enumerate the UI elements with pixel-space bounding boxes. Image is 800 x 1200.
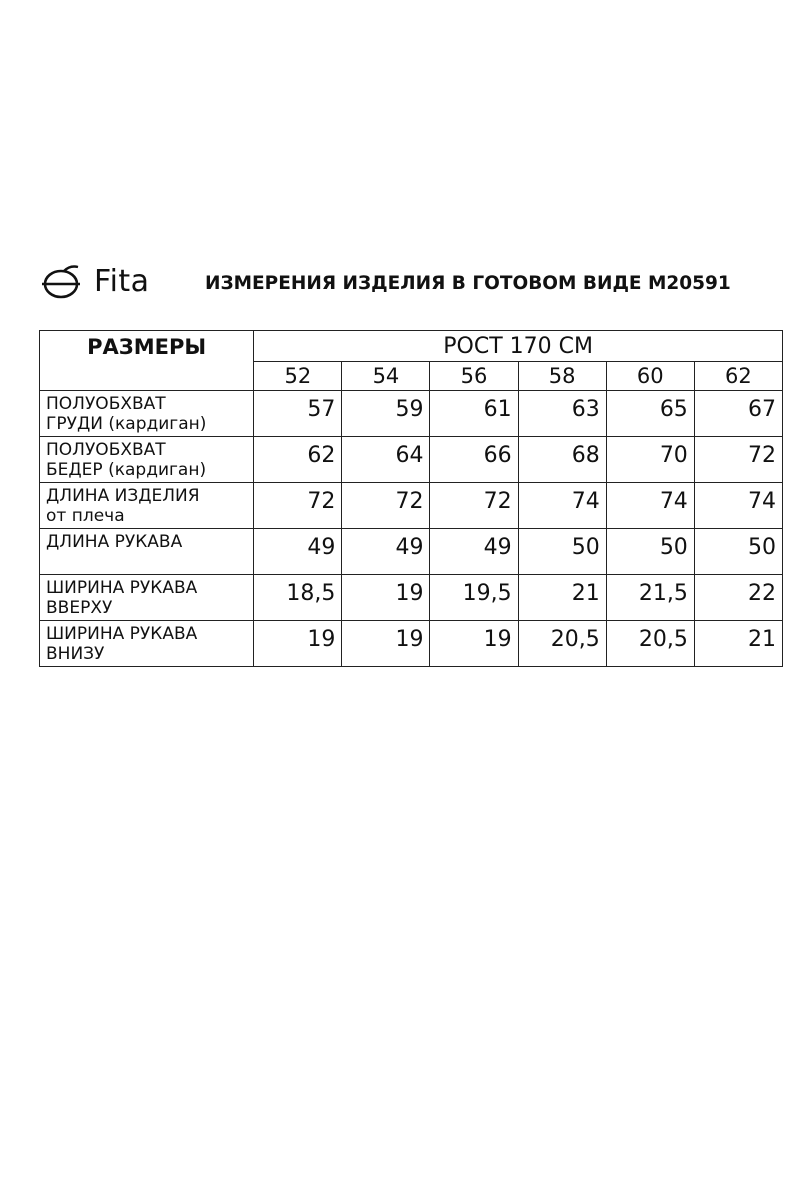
measurement-value: 22 — [694, 575, 782, 621]
measurement-value: 49 — [342, 529, 430, 575]
height-header: РОСТ 170 СМ — [254, 331, 783, 362]
measurement-value: 70 — [606, 437, 694, 483]
row-label — [40, 575, 254, 621]
measurement-value: 61 — [430, 391, 518, 437]
size-column-header: 58 — [518, 362, 606, 391]
row-label — [40, 621, 254, 667]
row-label — [40, 437, 254, 483]
sizes-header: РАЗМЕРЫ — [40, 331, 254, 391]
document-header — [40, 262, 780, 302]
table-row — [40, 483, 783, 529]
logo-text: Fita — [94, 264, 150, 299]
row-label-line: ВНИЗУ — [46, 644, 105, 664]
measurement-value: 72 — [342, 483, 430, 529]
measurement-value: 49 — [254, 529, 342, 575]
row-label-line: ШИРИНА РУКАВА — [46, 624, 198, 644]
measurement-value: 72 — [694, 437, 782, 483]
measurement-value: 20,5 — [518, 621, 606, 667]
size-measurement-table — [39, 330, 783, 667]
measurement-value: 72 — [254, 483, 342, 529]
table-row — [40, 575, 783, 621]
measurement-value: 21 — [518, 575, 606, 621]
size-column-header: 62 — [694, 362, 782, 391]
table-row — [40, 437, 783, 483]
row-label — [40, 483, 254, 529]
measurement-value: 18,5 — [254, 575, 342, 621]
row-label — [40, 529, 254, 575]
fita-logo-icon — [40, 265, 82, 299]
row-label-line: ШИРИНА РУКАВА — [46, 578, 198, 598]
measurement-value: 62 — [254, 437, 342, 483]
measurement-value: 19 — [430, 621, 518, 667]
measurement-value: 63 — [518, 391, 606, 437]
row-label-line: от плеча — [46, 506, 125, 526]
measurement-value: 50 — [606, 529, 694, 575]
measurement-value: 66 — [430, 437, 518, 483]
measurement-value: 67 — [694, 391, 782, 437]
row-label — [40, 391, 254, 437]
row-label-line: БЕДЕР (кардиган) — [46, 460, 207, 480]
measurement-value: 20,5 — [606, 621, 694, 667]
measurement-value: 50 — [694, 529, 782, 575]
row-label-line: ВВЕРХУ — [46, 598, 113, 618]
row-label-line: ПОЛУОБХВАТ — [46, 394, 166, 414]
row-label-line: ДЛИНА РУКАВА — [46, 532, 183, 552]
row-label-line: ПОЛУОБХВАТ — [46, 440, 166, 460]
table-row — [40, 529, 783, 575]
document-title: ИЗМЕРЕНИЯ ИЗДЕЛИЯ В ГОТОВОМ ВИДЕ М20591 — [205, 273, 731, 294]
row-label-line: ДЛИНА ИЗДЕЛИЯ — [46, 486, 200, 506]
measurement-value: 19 — [342, 575, 430, 621]
measurement-value: 72 — [430, 483, 518, 529]
row-label-line: ГРУДИ (кардиган) — [46, 414, 207, 434]
measurement-value: 57 — [254, 391, 342, 437]
measurement-value: 19 — [342, 621, 430, 667]
measurement-value: 74 — [606, 483, 694, 529]
measurement-value: 65 — [606, 391, 694, 437]
measurement-value: 50 — [518, 529, 606, 575]
measurement-value: 74 — [518, 483, 606, 529]
size-column-header: 56 — [430, 362, 518, 391]
size-column-header: 52 — [254, 362, 342, 391]
measurement-value: 19,5 — [430, 575, 518, 621]
measurement-value: 68 — [518, 437, 606, 483]
measurement-value: 64 — [342, 437, 430, 483]
measurement-value: 21,5 — [606, 575, 694, 621]
size-column-header: 54 — [342, 362, 430, 391]
measurement-value: 59 — [342, 391, 430, 437]
measurement-value: 19 — [254, 621, 342, 667]
measurement-value: 49 — [430, 529, 518, 575]
table-row — [40, 391, 783, 437]
table-row — [40, 621, 783, 667]
measurement-value: 74 — [694, 483, 782, 529]
measurement-value: 21 — [694, 621, 782, 667]
size-column-header: 60 — [606, 362, 694, 391]
